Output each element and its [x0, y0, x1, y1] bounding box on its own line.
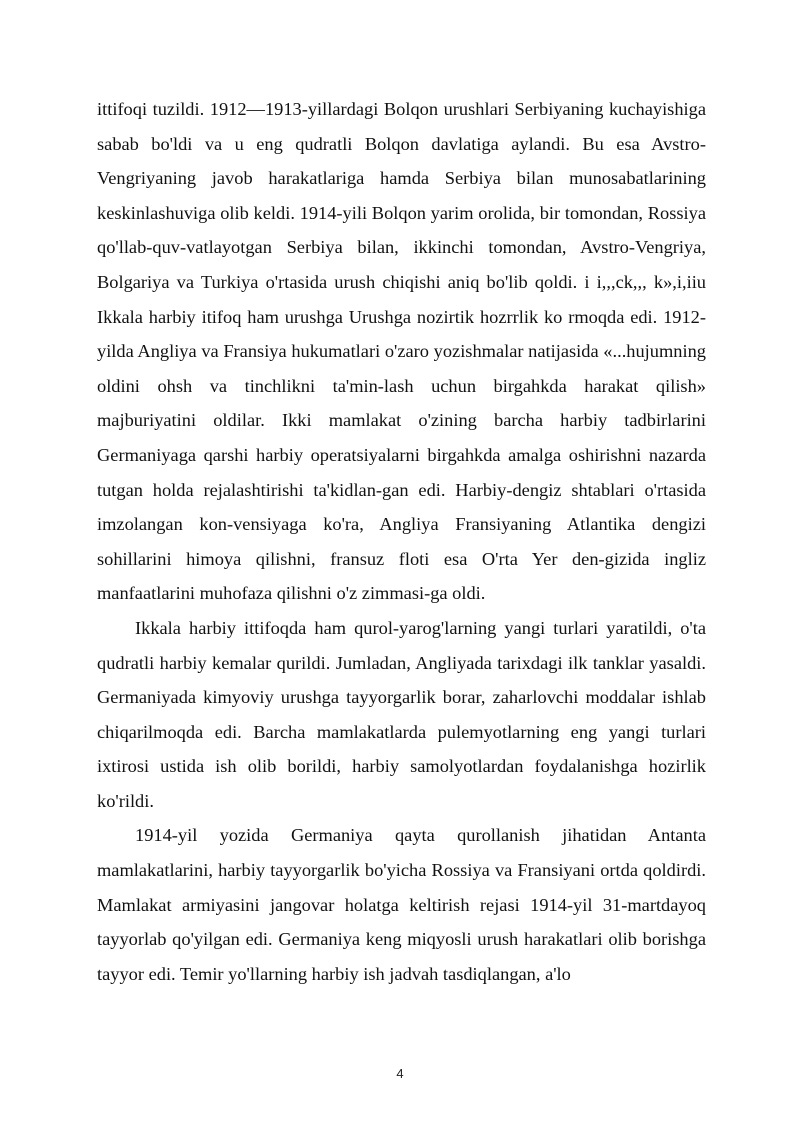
paragraph-3: 1914-yil yozida Germaniya qayta qurollanish jihatidan Antanta mamlakatlarini, harbiy tayyorgarlik bo'yicha Rossiya va Fransiyani ortda qoldirdi. Mamlakat armiyasini jangovar holatga keltirish rejasi 1914-yil 31-martdayoq tayyorlab qo'yilgan edi. Germaniya keng miqyosli urush harakatlari olib borishga tayyor edi. Temir yo'llarning harbiy ish jadvah tasdiqlangan, a'lo — [97, 825, 706, 984]
page-number: 4 — [396, 1066, 404, 1081]
paragraph-1: ittifoqi tuzildi. 1912—1913-yillardagi Bolqon urushlari Serbiyaning kuchayishiga sabab bo'ldi va u eng qudratli Bolqon davlatiga aylandi. Bu esa Avstro-Vengriyaning javob harakatlariga hamda Serbiya bilan munosabatlarining keskinlashuviga olib keldi. 1914-yili Bolqon yarim orolida, bir tomondan, Rossiya qo'llab-quv-vatlayotgan Serbiya bilan, ikkinchi tomondan, Avstro-Vengriya, Bolgariya va Turkiya o'rtasida urush chiqishi aniq bo'lib qoldi. i i,,,ck,,, k»,i,iiu Ikkala harbiy itifoq ham urushga Urushga nozirtik hozrrlik ko rmoqda edi. 1912-yilda Angliya va Fransiya hukumatlari o'zaro yozishmalar natijasida «...hujumning oldini ohsh va tinchlikni ta'min-lash uchun birgahkda harakat qilish» majburiyatini oldilar. Ikki mamlakat o'zining barcha harbiy tadbirlarini Germaniyaga qarshi harbiy operatsiyalarni birgahkda amalga oshirishni nazarda tutgan holda rejalashtirishi ta'kidlan-gan edi. Harbiy-dengiz shtablari o'rtasida imzolangan kon-vensiyaga ko'ra, Angliya Fransiyaning Atlantika dengizi sohillarini himoya qilishni, fransuz floti esa O'rta Yer den-gizida ingliz manfaatlarini muhofaza qilishni o'z zimmasi-ga oldi. — [97, 99, 706, 604]
paragraph-2: Ikkala harbiy ittifoqda ham qurol-yarog'larning yangi turlari yaratildi, o'ta qudratli harbiy kemalar qurildi. Jumladan, Angliyada tarixdagi ilk tanklar yasaldi. Germaniyada kimyoviy urushga tayyorgarlik borar, zaharlovchi moddalar ishlab chiqarilmoqda edi. Barcha mamlakatlarda pulemyotlarning eng yangi turlari ixtirosi ustida ish olib borildi, harbiy samolyotlardan foydalanishga hozirlik ko'rildi. — [97, 617, 706, 811]
page-body — [97, 92, 706, 991]
